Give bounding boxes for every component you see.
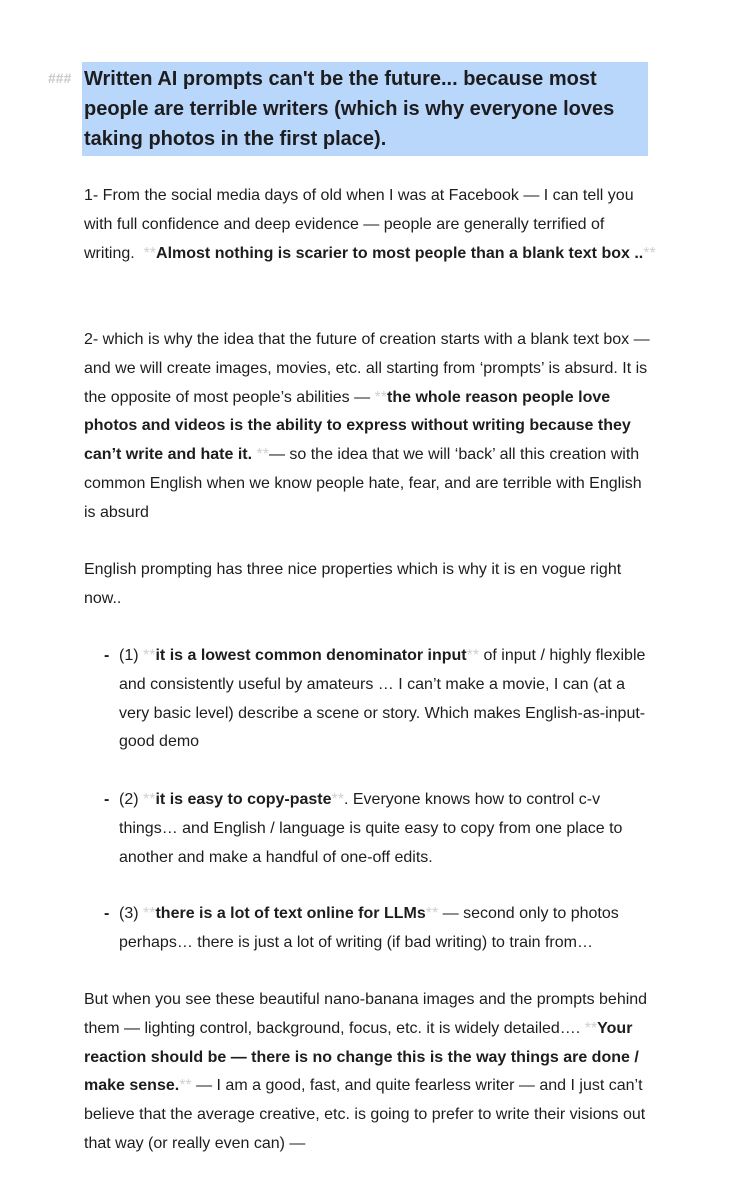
bold-marker-open: ** [143,244,157,262]
bold-marker-open: ** [143,647,156,664]
list-item-3-bold: there is a lot of text online for LLMs [155,905,426,922]
bold-marker-close: ** [256,446,269,464]
list-item-1-text: of input / highly flexible and consistently useful by amateurs … I can’t make a movie, I can (at a very basic level) describe a scene or story. Which makes English-as-input-good demo [119,647,646,751]
paragraph-2-text-end: — so the idea that we will ‘back’ all this creation with common English when we know people hate, fear, and are terrible with English is absurd [84,446,642,521]
paragraph-4-text-end: — I am a good, fast, and quite fearless writer — and I just can’t believe that the average creative, etc. is going to prefer to write their visions out that way (or really even can) — [84,1077,646,1152]
paragraph-2-bold: the whole reason people love photos and videos is the ability to express without writing because they can’t write and hate it. [84,388,631,464]
paragraph-1[interactable] [84,182,656,268]
bold-marker-open: ** [584,1019,598,1037]
list-bullet: - [104,905,110,922]
selected-heading[interactable]: Written AI prompts can't be the future... because most people are terrible writers (which is why everyone loves taking photos in the first place). [82,62,648,156]
list-number: (2) [119,791,139,808]
bold-marker-close: ** [179,1077,192,1095]
paragraph-3[interactable]: English prompting has three nice properties which is why it is en vogue right now.. [84,561,622,607]
bold-marker-open: ** [143,791,156,808]
paragraph-4-bold: Your reaction should be — there is no change this is the way things are done / make sense. [84,1019,639,1095]
paragraph-1-bold: Almost nothing is scarier to most people than a blank text box .. [156,244,644,262]
heading-markdown-marker: ### [48,70,72,86]
list-item-2-bold: it is easy to copy-paste [155,791,332,808]
bold-marker-close: ** [331,791,344,808]
paragraph-2[interactable] [84,326,656,528]
bold-marker-close: ** [643,244,656,262]
bold-marker-close: ** [466,647,480,664]
list-item-1-bold: it is a lowest common denominator input [155,647,467,664]
paragraph-4[interactable] [84,986,656,1159]
paragraph-4-text: But when you see these beautiful nano-banana images and the prompts behind them — lighting control, background, focus, etc. it is widely detailed…. [84,991,648,1037]
list-bullet: - [104,647,110,664]
list-bullet: - [104,791,110,808]
bold-marker-open: ** [374,388,387,406]
paragraph-2-text: 2- which is why the idea that the future of creation starts with a blank text box — and we will create images, movies, etc. all starting from ‘prompts’ is absurd. It is the opposite of most people’s abilities — [84,331,650,406]
list-item-3-text: — second only to photos perhaps… there is just a lot of writing (if bad writing) to train from… [119,905,619,951]
list-item-2-text: . Everyone knows how to control c-v things… and English / language is quite easy to copy from one place to another and make a handful of one-off edits. [119,791,623,866]
list-number: (3) [119,905,139,922]
bold-marker-close: ** [425,905,439,922]
paragraph-1-text: 1- From the social media days of old when I was at Facebook — I can tell you with full confidence and deep evidence — people are generally terrified of writing. [84,187,634,262]
list-number: (1) [119,647,139,664]
bold-marker-open: ** [143,905,156,922]
